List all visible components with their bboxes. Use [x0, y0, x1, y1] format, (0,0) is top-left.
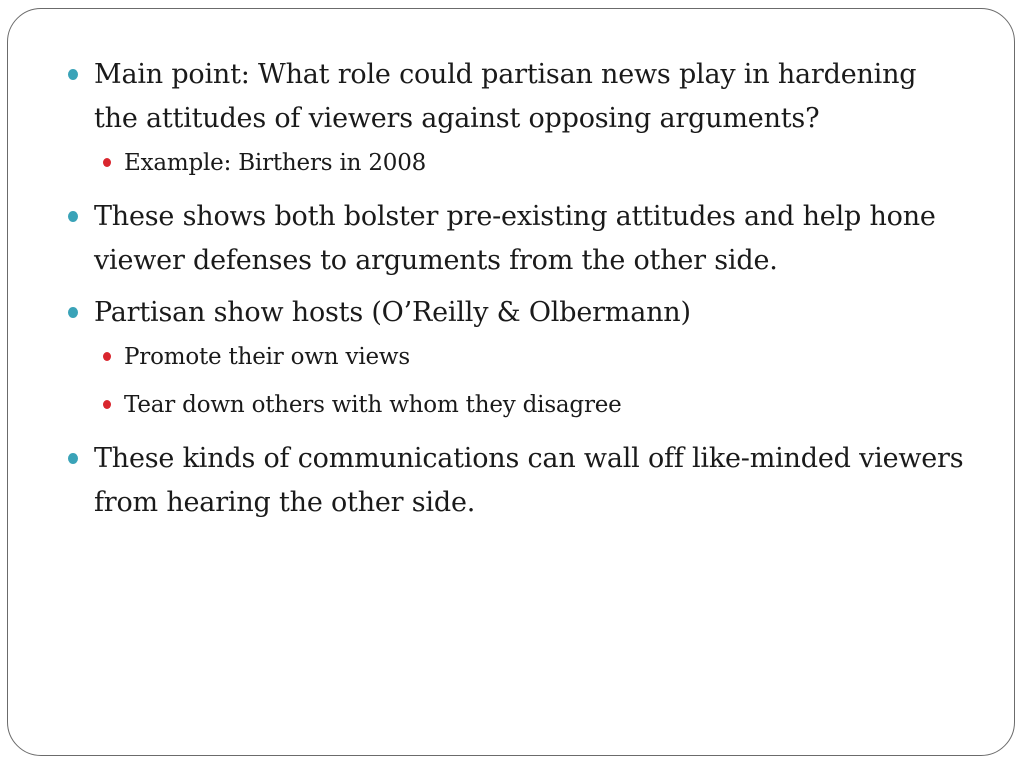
bullet-list [68, 53, 968, 525]
teal-bullet-icon [68, 69, 78, 80]
red-bullet-icon [103, 400, 111, 409]
bullet-text: These shows both bolster pre-existing attitudes and help hone viewer defenses to arguments from the other side. [94, 201, 936, 276]
sub-bullet-item-tear-down [94, 389, 968, 421]
sub-bullet-item-example [94, 147, 968, 179]
sub-bullet-text: Tear down others with whom they disagree [124, 392, 622, 418]
bullet-text: These kinds of communications can wall off like-minded viewers from hearing the other side. [94, 443, 964, 518]
bullet-item-wall-off [68, 437, 968, 525]
sub-bullet-list [94, 341, 968, 421]
slide-frame [7, 8, 1015, 756]
bullet-item-show-hosts [68, 291, 968, 421]
red-bullet-icon [103, 352, 111, 361]
bullet-item-main-point [68, 53, 968, 179]
teal-bullet-icon [68, 307, 78, 318]
sub-bullet-text: Example: Birthers in 2008 [124, 150, 427, 176]
sub-bullet-text: Promote their own views [124, 344, 410, 370]
bullet-item-shows-bolster [68, 195, 968, 283]
bullet-text: Main point: What role could partisan news play in hardening the attitudes of viewers against opposing arguments? [94, 59, 917, 134]
red-bullet-icon [103, 158, 111, 167]
sub-bullet-item-promote [94, 341, 968, 373]
teal-bullet-icon [68, 211, 78, 222]
slide-body [68, 53, 968, 533]
bullet-text: Partisan show hosts (O’Reilly & Olbermann) [94, 297, 691, 328]
sub-bullet-list [94, 147, 968, 179]
teal-bullet-icon [68, 453, 78, 464]
